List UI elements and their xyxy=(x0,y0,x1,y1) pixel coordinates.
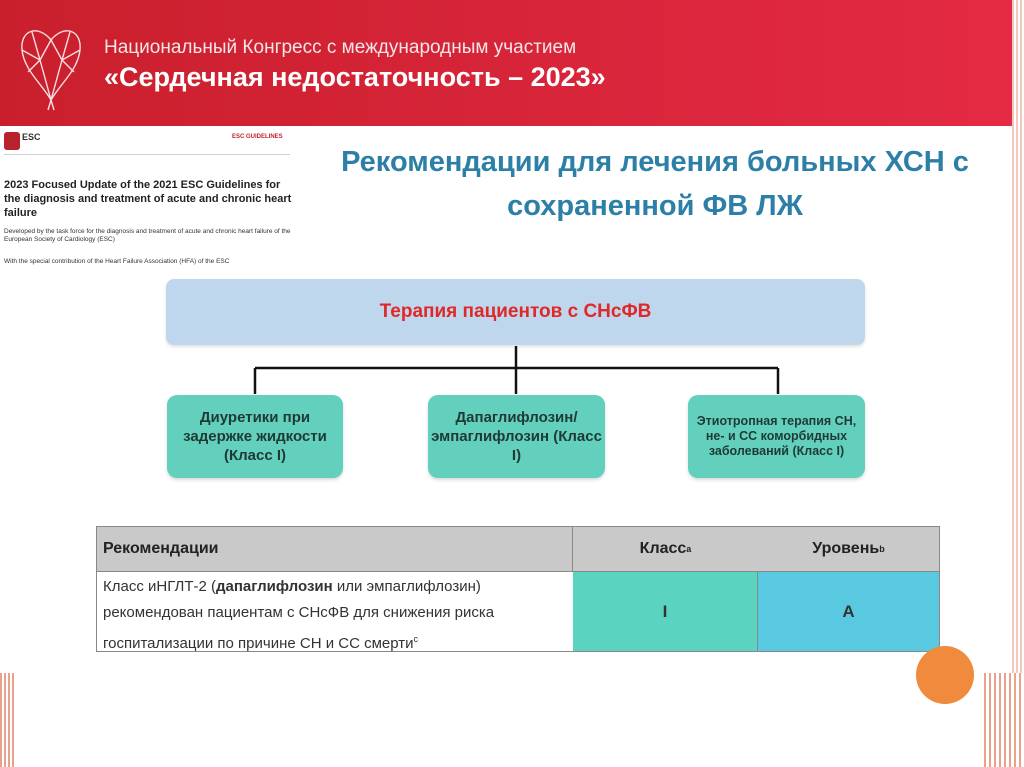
therapy-box-sglt2: Дапаглифлозин/ эмпаглифлозин (Класс I) xyxy=(428,395,605,478)
esc-logo-icon xyxy=(4,132,20,150)
recommendation-level: A xyxy=(758,572,939,651)
header-level-label: Уровень xyxy=(812,540,880,557)
recommendation-text-end: или эмпаглифлозин) рекомендован пациентам с СНсФВ для снижения риска госпитализации по причине СН и СС смерти xyxy=(103,578,495,652)
esc-guideline-title: 2023 Focused Update of the 2021 ESC Guidelines for the diagnosis and treatment of acute and chronic heart failure xyxy=(4,179,292,219)
esc-guideline-card xyxy=(0,128,294,290)
recommendation-text-start: Класс иНГЛТ-2 ( xyxy=(103,578,216,595)
slide-title: Рекомендации для лечения больных ХСН с сохраненной ФВ ЛЖ xyxy=(341,146,969,222)
recommendation-text-drug: дапаглифлозин xyxy=(216,578,333,595)
recommendation-text-sup: c xyxy=(413,634,418,644)
esc-guidelines-label: ESC GUIDELINES xyxy=(232,134,283,140)
esc-logo-text: ESC xyxy=(22,132,41,142)
header-level xyxy=(758,527,939,571)
esc-guideline-contribution: With the special contribution of the Heart Failure Association (HFA) of the ESC xyxy=(4,258,230,265)
therapy-root-box xyxy=(166,279,865,345)
therapy-root-label: Терапия пациентов с СНсФВ xyxy=(379,301,652,322)
heart-logo-icon xyxy=(18,20,84,112)
therapy-box-etiotropic: Этиотропная терапия СН, не- и СС коморбидных заболеваний (Класс I) xyxy=(688,395,865,478)
decorative-stripes-left xyxy=(0,673,14,767)
esc-divider xyxy=(4,154,290,155)
page-number-circle xyxy=(916,646,974,704)
recommendation-table xyxy=(96,526,940,652)
header-class xyxy=(573,527,759,571)
header-level-sup: b xyxy=(879,544,885,554)
banner-title: «Сердечная недостаточность – 2023» xyxy=(104,62,606,92)
recommendation-class: I xyxy=(573,572,758,651)
decorative-stripes-top-right xyxy=(1012,0,1024,673)
header-class-label: Класс xyxy=(639,540,687,557)
header-recommendations: Рекомендации xyxy=(97,527,573,571)
congress-banner xyxy=(0,0,1024,126)
esc-guideline-subtitle: Developed by the task force for the diagnosis and treatment of acute and chronic heart failure of the European Society of Cardiology (ESC) xyxy=(4,228,291,243)
therapy-box-diuretics: Диуретики при задержке жидкости (Класс I) xyxy=(167,395,343,478)
decorative-stripes-right xyxy=(984,673,1024,767)
banner-subtitle: Национальный Конгресс с международным участием xyxy=(104,37,577,58)
header-class-sup: a xyxy=(686,544,692,554)
recommendation-text xyxy=(103,574,569,657)
